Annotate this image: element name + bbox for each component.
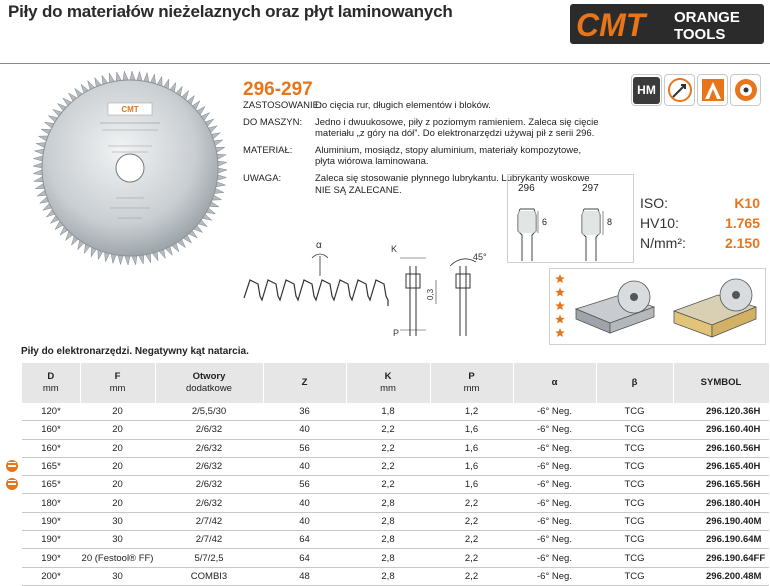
table-cell: 2/7/42	[155, 512, 263, 530]
column-header-p: P mm	[430, 363, 513, 403]
star-icon	[555, 315, 565, 324]
profile-296-label: 296	[518, 183, 535, 194]
table-cell: TCG	[596, 531, 673, 549]
spec-table	[22, 363, 770, 586]
table-cell: 120*	[22, 403, 80, 421]
table-cell: 2/6/32	[155, 494, 263, 512]
table-cell: 2,2	[430, 567, 513, 585]
table-cell: 20	[80, 439, 155, 457]
table-row	[22, 494, 769, 512]
table-cell: 20	[80, 494, 155, 512]
column-header-z: Z	[263, 363, 346, 403]
property-row: HV10: 1.765	[640, 215, 760, 231]
k-label: K	[391, 244, 398, 254]
table-row	[22, 567, 769, 585]
table-cell: TCG	[596, 403, 673, 421]
profile-297-label: 297	[582, 183, 599, 194]
application-rating-box	[549, 268, 766, 345]
table-row	[22, 421, 769, 439]
new-product-marker-icon	[6, 478, 18, 490]
table-cell: 20	[80, 421, 155, 439]
star-icon	[555, 288, 565, 297]
table-row	[22, 512, 769, 530]
property-row: ISO: K10	[640, 195, 760, 211]
table-cell: 165*	[22, 476, 80, 494]
table-row	[22, 439, 769, 457]
symbol-cell: 296.160.56H	[673, 439, 769, 457]
table-cell: 2,2	[346, 421, 430, 439]
info-text: Zaleca się stosowanie płynnego lubrykantu. Lubrykanty woskowe NIE SĄ ZALECANE.	[315, 172, 590, 196]
table-cell: 200*	[22, 567, 80, 585]
table-cell: -6° Neg.	[513, 512, 596, 530]
table-cell: TCG	[596, 567, 673, 585]
table-cell: -6° Neg.	[513, 531, 596, 549]
table-cell: 2,2	[430, 512, 513, 530]
table-cell: 1,6	[430, 457, 513, 475]
table-cell: -6° Neg.	[513, 439, 596, 457]
table-cell: 30	[80, 512, 155, 530]
info-row-application	[243, 100, 603, 112]
symbol-cell: 296.165.40H	[673, 457, 769, 475]
table-row	[22, 531, 769, 549]
table-cell: -6° Neg.	[513, 549, 596, 567]
profile-296-dim: 6	[542, 217, 548, 227]
table-row	[22, 476, 769, 494]
page-title: Piły do materiałów nieżelaznych oraz płyt laminowanych	[8, 2, 453, 21]
hm-icon: HM	[631, 74, 662, 106]
table-cell: 2,2	[430, 494, 513, 512]
table-cell: TCG	[596, 549, 673, 567]
negative-angle-icon	[664, 74, 695, 106]
table-cell: 20 (Festool® FF)	[80, 549, 155, 567]
alpha-label: α	[316, 240, 322, 251]
table-cell: 1,6	[430, 421, 513, 439]
table-note: Piły do elektronarzędzi. Negatywny kąt natarcia.	[21, 346, 249, 357]
table-cell: 2,8	[346, 494, 430, 512]
table-cell: 190*	[22, 512, 80, 530]
star-icon	[555, 274, 565, 283]
info-label: MATERIAŁ:	[243, 144, 293, 156]
info-label: UWAGA:	[243, 172, 282, 184]
header-divider	[0, 63, 770, 64]
table-cell: TCG	[596, 457, 673, 475]
column-header-f: F mm	[80, 363, 155, 403]
table-cell: 190*	[22, 531, 80, 549]
table-row	[22, 457, 769, 475]
info-text: Jedno i dwuukosowe, piły z poziomym ramieniem. Zaleca się cięcie materiału „z góry na dół”. Do elektronarzędzi używaj pił z serii 296.	[315, 116, 599, 140]
property-row: N/mm²: 2.150	[640, 235, 760, 251]
depth-label: 0,3	[426, 288, 435, 300]
symbol-cell: 296.180.40H	[673, 494, 769, 512]
laminated-board-image	[674, 279, 756, 337]
tooth-diagram	[240, 236, 500, 340]
table-cell: 64	[263, 531, 346, 549]
table-cell: 2,2	[346, 457, 430, 475]
brand-tools-text: TOOLS	[674, 26, 726, 43]
star-icon	[555, 301, 565, 310]
symbol-cell: 296.190.64FF	[673, 549, 769, 567]
table-cell: 1,2	[430, 403, 513, 421]
symbol-cell: 296.190.64M	[673, 531, 769, 549]
table-cell: TCG	[596, 512, 673, 530]
info-row-machines	[243, 117, 603, 140]
saw-blade-image	[30, 68, 230, 268]
table-cell: -6° Neg.	[513, 421, 596, 439]
material-properties	[640, 193, 760, 253]
table-cell: 48	[263, 567, 346, 585]
table-cell: 5/7/2,5	[155, 549, 263, 567]
column-header-symbol: SYMBOL	[673, 363, 769, 403]
table-cell: 165*	[22, 457, 80, 475]
table-cell: TCG	[596, 421, 673, 439]
p-label: P	[393, 328, 400, 338]
column-header-holes: Otwory dodatkowe	[155, 363, 263, 403]
svg-text:CMT: CMT	[121, 105, 139, 114]
table-cell: 2,2	[430, 531, 513, 549]
table-cell: 180*	[22, 494, 80, 512]
table-cell: -6° Neg.	[513, 476, 596, 494]
table-cell: 2,2	[346, 476, 430, 494]
table-cell: 20	[80, 476, 155, 494]
table-cell: 2,8	[346, 531, 430, 549]
table-cell: 190*	[22, 549, 80, 567]
table-cell: TCG	[596, 476, 673, 494]
info-label: ZASTOSOWANIE:	[243, 100, 322, 111]
table-cell: 30	[80, 567, 155, 585]
table-cell: 36	[263, 403, 346, 421]
rating-stars	[555, 274, 565, 337]
symbol-cell: 296.165.56H	[673, 476, 769, 494]
star-icon	[555, 328, 565, 337]
table-cell: COMBI3	[155, 567, 263, 585]
new-product-marker-icon	[6, 460, 18, 472]
table-cell: 2/6/32	[155, 421, 263, 439]
tooth-profiles-box	[507, 174, 634, 263]
brand-cmt-text: CMT	[576, 7, 646, 43]
tooth-profile-icon	[697, 74, 728, 106]
table-row	[22, 549, 769, 567]
table-cell: 2,2	[430, 549, 513, 567]
table-cell: 2/5,5/30	[155, 403, 263, 421]
table-cell: 2/6/32	[155, 457, 263, 475]
table-cell: -6° Neg.	[513, 457, 596, 475]
symbol-cell: 296.120.36H	[673, 403, 769, 421]
table-cell: 2,8	[346, 567, 430, 585]
table-cell: 56	[263, 439, 346, 457]
table-cell: 160*	[22, 421, 80, 439]
info-text: Aluminium, mosiądz, stopy aluminium, materiały kompozytowe, płyta wiórowa laminowana.	[315, 144, 582, 168]
info-label: DO MASZYN:	[243, 116, 303, 128]
table-cell: 64	[263, 549, 346, 567]
table-cell: 2,8	[346, 549, 430, 567]
table-cell: -6° Neg.	[513, 403, 596, 421]
column-header-alpha: α	[513, 363, 596, 403]
table-cell: TCG	[596, 439, 673, 457]
table-cell: 30	[80, 531, 155, 549]
symbol-cell: 296.160.40H	[673, 421, 769, 439]
table-cell: 2/7/42	[155, 531, 263, 549]
column-header-d: D mm	[22, 363, 80, 403]
table-cell: 2/6/32	[155, 439, 263, 457]
info-text: Do cięcia rur, długich elementów i bloków.	[315, 100, 491, 111]
table-cell: 2/6/32	[155, 476, 263, 494]
aluminium-profile-image	[576, 281, 654, 333]
angle-label: 45°	[473, 252, 487, 262]
table-cell: 40	[263, 494, 346, 512]
table-header-row	[22, 363, 769, 403]
table-cell: TCG	[596, 494, 673, 512]
table-cell: 40	[263, 457, 346, 475]
symbol-cell: 296.200.48M	[673, 567, 769, 585]
table-cell: 40	[263, 512, 346, 530]
table-cell: 20	[80, 403, 155, 421]
feature-icons	[631, 74, 761, 106]
column-header-k: K mm	[346, 363, 430, 403]
table-cell: 56	[263, 476, 346, 494]
table-cell: 2,8	[346, 512, 430, 530]
table-cell: 1,6	[430, 439, 513, 457]
symbol-cell: 296.190.40M	[673, 512, 769, 530]
info-row-material	[243, 145, 603, 168]
table-cell: 1,6	[430, 476, 513, 494]
blade-icon	[730, 74, 761, 106]
table-cell: 160*	[22, 439, 80, 457]
table-cell: 1,8	[346, 403, 430, 421]
table-cell: 40	[263, 421, 346, 439]
product-model: 296-297	[243, 79, 313, 100]
column-header-beta: β	[596, 363, 673, 403]
table-row	[22, 403, 769, 421]
profile-297-dim: 8	[607, 217, 613, 227]
table-cell: -6° Neg.	[513, 567, 596, 585]
table-cell: 2,2	[346, 439, 430, 457]
cmt-logo	[570, 4, 764, 44]
table-cell: 20	[80, 457, 155, 475]
brand-orange-text: ORANGE	[674, 9, 740, 26]
table-cell: -6° Neg.	[513, 494, 596, 512]
